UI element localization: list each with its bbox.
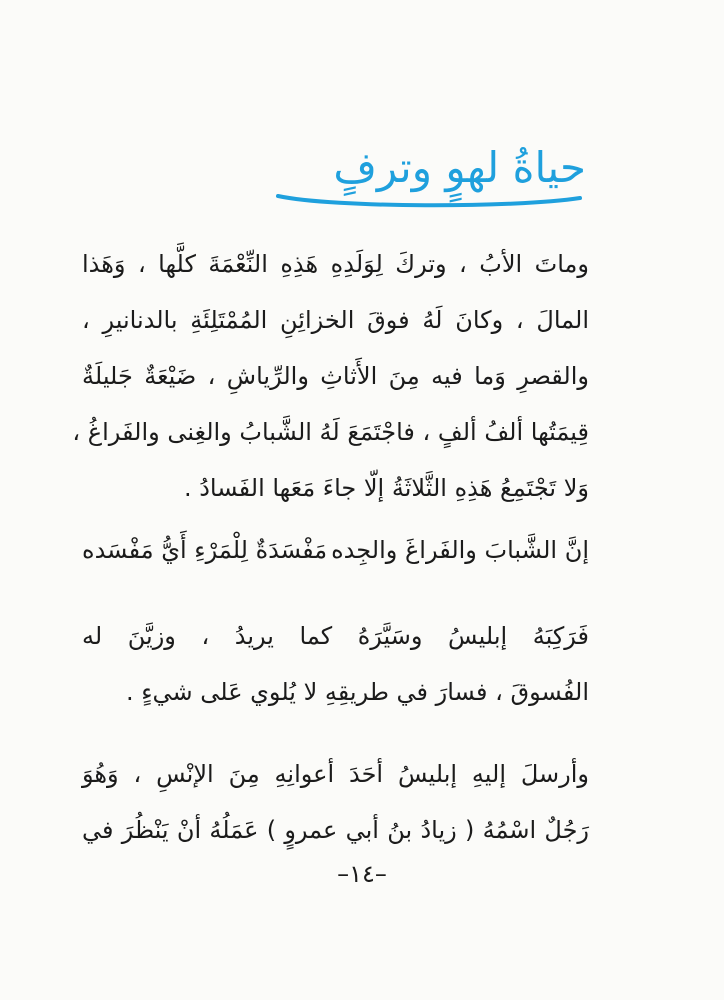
paragraph-line: المالَ ، وكانَ لَهُ فوقَ الخزائِنِ المُمْتَلِئَةِ بالدنانيرِ ،	[82, 306, 589, 334]
paragraph-line: فَرَكِبَهُ إبليسُ وسَيَّرَهُ كما يريدُ ، وزيَّنَ له	[82, 622, 589, 650]
paragraph-line: قِيمَتُها ألفُ ألفٍ ، فاجْتَمَعَ لَهُ الشَّبابُ والغِنى والفَراغُ ،	[72, 418, 589, 446]
paragraph-3	[82, 746, 589, 858]
paragraph-2	[82, 608, 589, 720]
paragraph-line: رَجُلٌ اسْمُهُ ( زيادُ بنُ أبي عمروٍ ) عَمَلُهُ أنْ يَنْظُرَ في	[82, 816, 589, 844]
title-underline-swash	[274, 190, 584, 208]
verse-first-hemistich: إنَّ الشَّبابَ والفَراغَ والجِده	[331, 536, 589, 564]
page-number: –١٤–	[337, 860, 387, 888]
paragraph-line: الفُسوقَ ، فسارَ في طريقِهِ لا يُلوي عَلى شيءٍ .	[125, 678, 589, 706]
chapter-title-block	[266, 138, 586, 218]
paragraph-line: وماتَ الأبُ ، وتركَ لِوَلَدِهِ هَذِهِ النِّعْمَةَ كلَّها ، وَهَذا	[82, 250, 589, 278]
paragraph-line: والقصرِ وَما فيه مِنَ الأَثاثِ والرِّياشِ ، ضَيْعَةٌ جَليلَةٌ	[82, 362, 589, 390]
paragraph-line: وأرسلَ إليهِ إبليسُ أحَدَ أعوانِهِ مِنَ الإنْسِ ، وَهُوَ	[82, 760, 589, 788]
chapter-title: حياةُ لهوٍ وترفٍ	[333, 143, 586, 192]
paragraph-line: وَلا تَجْتَمِعُ هَذِهِ الثَّلاثَةُ إلّا جاءَ مَعَها الفَسادُ .	[183, 474, 589, 502]
paragraph-1	[72, 236, 589, 516]
verse-second-hemistich: مَفْسَدَةٌ لِلْمَرْءِ أَيُّ مَفْسَده	[82, 536, 328, 564]
poetry-verse	[82, 522, 589, 578]
